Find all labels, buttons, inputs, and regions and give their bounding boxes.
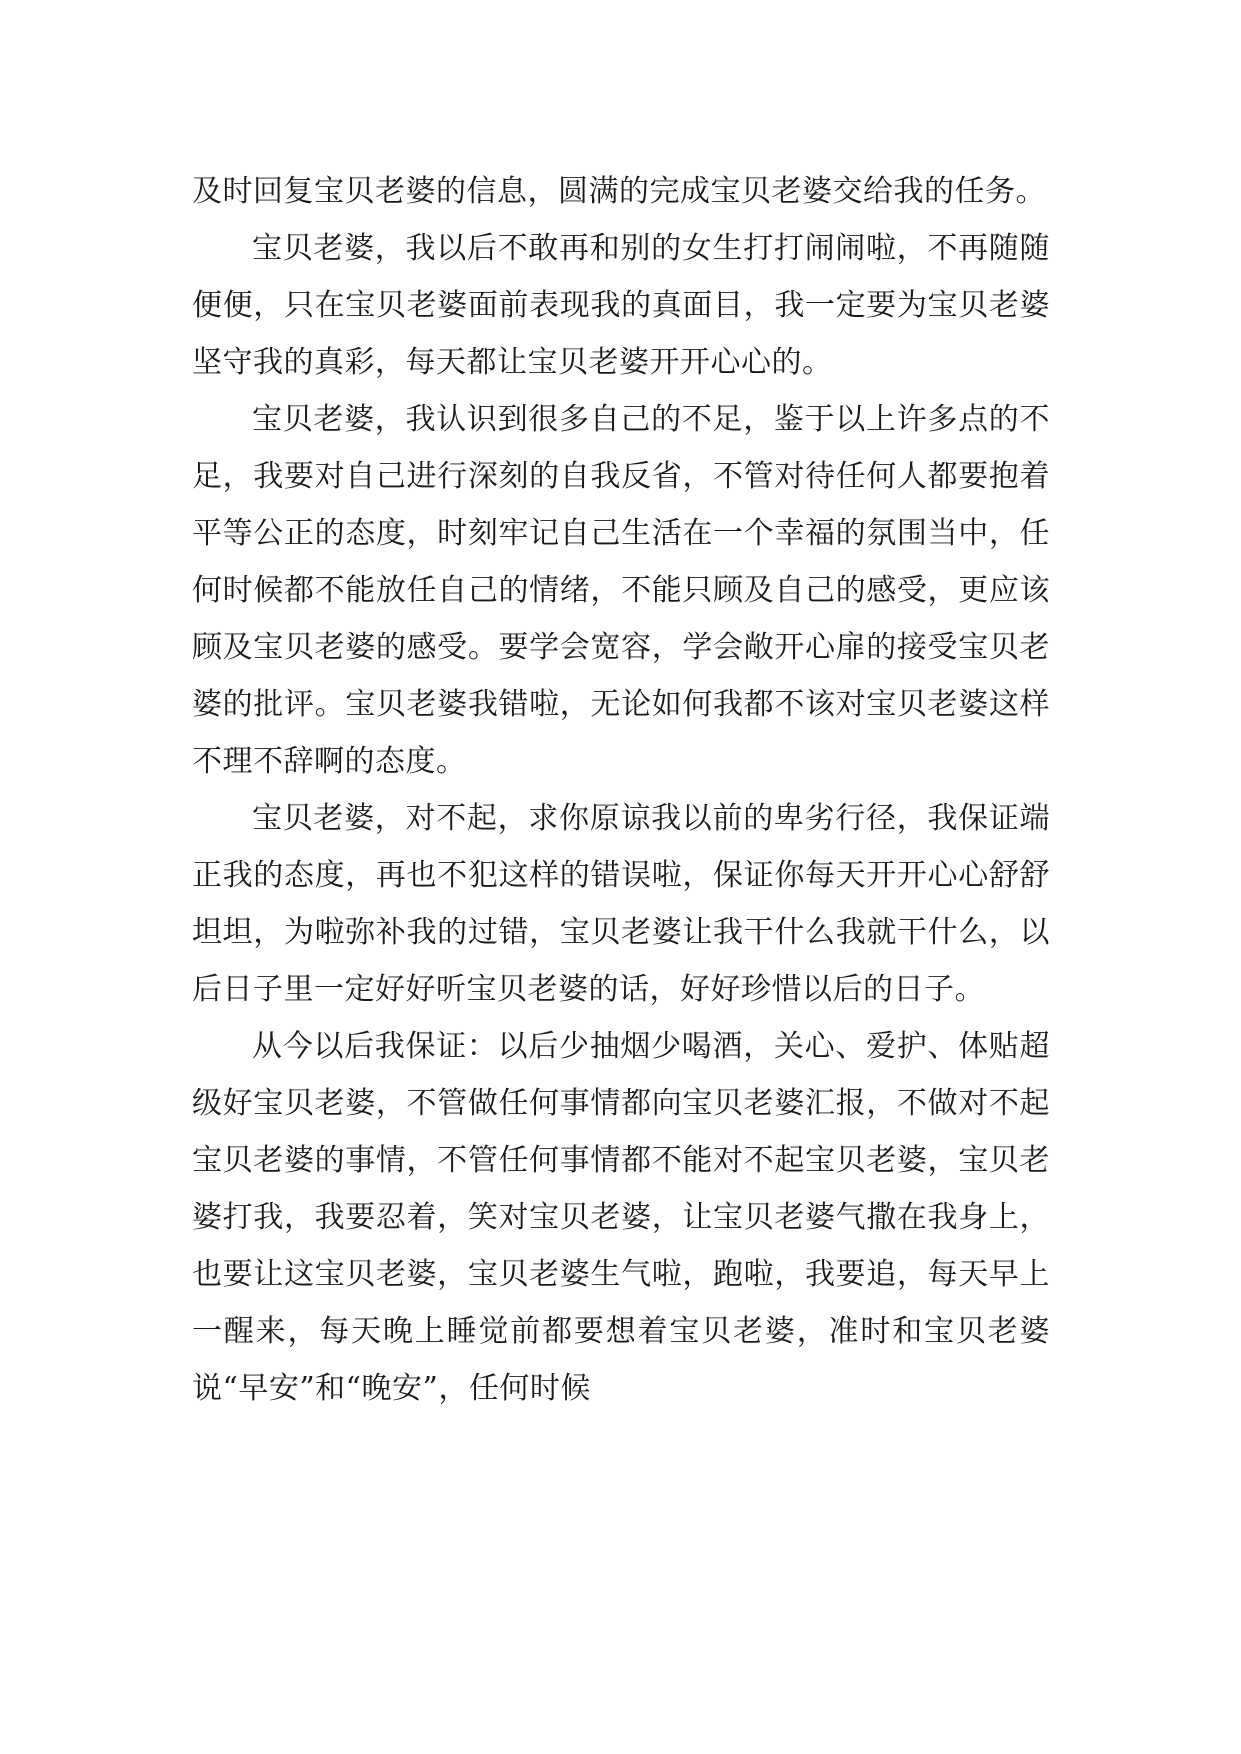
paragraph-5: 从今以后我保证：以后少抽烟少喝酒，关心、爱护、体贴超级好宝贝老婆，不管做任何事情都向宝贝老婆汇报，不做对不起宝贝老婆的事情，不管任何事情都不能对不起宝贝老婆，宝贝老婆打我，我要忍着，笑对宝贝老婆，让宝贝老婆气撒在我身上，也要让这宝贝老婆，宝贝老婆生气啦，跑啦，我要追，每天早上一醒来，每天晚上睡觉前都要想着宝贝老婆，准时和宝贝老婆说“早安”和“晚安”，任何时候	[192, 1029, 1050, 1406]
document-body	[192, 163, 1050, 1417]
paragraph-4: 宝贝老婆，对不起，求你原谅我以前的卑劣行径，我保证端正我的态度，再也不犯这样的错误啦，保证你每天开开心心舒舒坦坦，为啦弥补我的过错，宝贝老婆让我干什么我就干什么，以后日子里一定好好听宝贝老婆的话，好好珍惜以后的日子。	[192, 801, 1050, 1007]
paragraph-2: 宝贝老婆，我以后不敢再和别的女生打打闹闹啦，不再随随便便，只在宝贝老婆面前表现我的真面目，我一定要为宝贝老婆坚守我的真彩，每天都让宝贝老婆开开心心的。	[192, 231, 1050, 380]
paragraph-1: 及时回复宝贝老婆的信息，圆满的完成宝贝老婆交给我的任务。	[192, 174, 1046, 209]
paragraph-3: 宝贝老婆，我认识到很多自己的不足，鉴于以上许多点的不足，我要对自己进行深刻的自我反省，不管对待任何人都要抱着平等公正的态度，时刻牢记自己生活在一个幸福的氛围当中，任何时候都不能放任自己的情绪，不能只顾及自己的感受，更应该顾及宝贝老婆的感受。要学会宽容，学会敞开心扉的接受宝贝老婆的批评。宝贝老婆我错啦，无论如何我都不该对宝贝老婆这样不理不辞啊的态度。	[192, 402, 1050, 779]
